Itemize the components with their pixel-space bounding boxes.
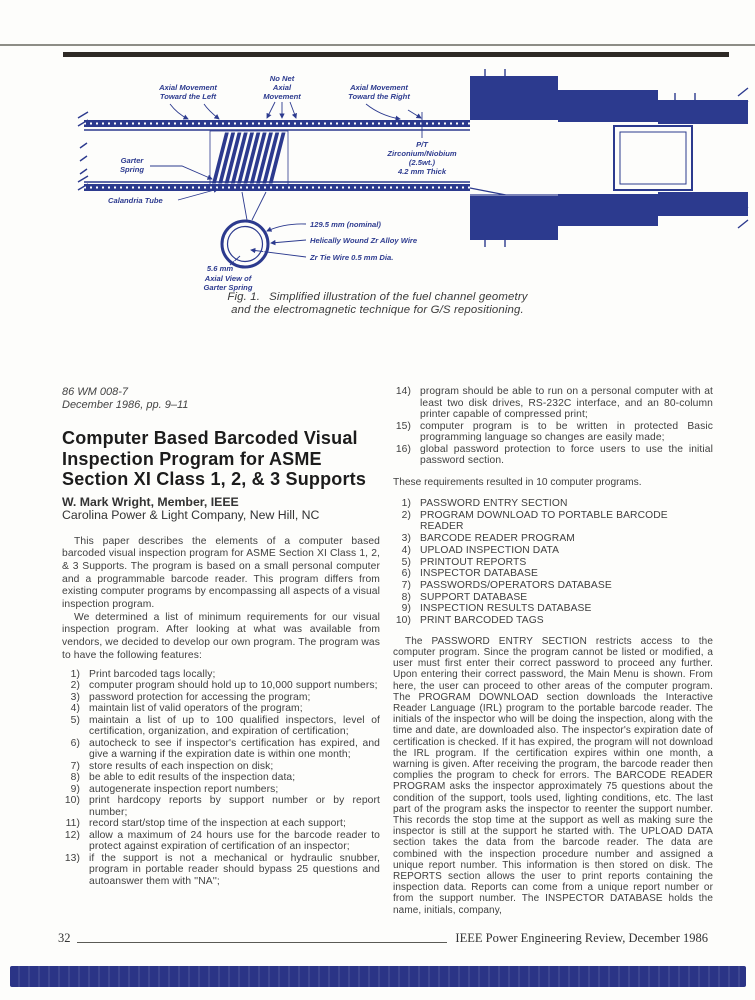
fuel-channel-diagram (70, 68, 750, 292)
bottom-black-bar (10, 966, 746, 987)
label-axial-right: Axial Movement (350, 83, 408, 92)
page-footer (58, 931, 708, 946)
svg-text:(2.5wt.): (2.5wt.) (408, 158, 436, 167)
figure-caption (0, 291, 755, 317)
abstract-paragraphs (62, 536, 380, 663)
list-item: INSPECTION RESULTS DATABASE (420, 603, 592, 615)
label-no-net: No Net (269, 74, 295, 83)
paper-id-block (62, 386, 380, 412)
features-list-1-13 (62, 669, 380, 888)
svg-text:Toward the Left: Toward the Left (159, 92, 217, 101)
author-affiliation: Carolina Power & Light Company, New Hill, NC (62, 508, 320, 522)
list-item: Print barcoded tags locally; (89, 668, 216, 680)
paper-date: December 1986, pp. 9–11 (62, 399, 189, 411)
list-item: be able to edit results of the inspection data; (89, 772, 296, 784)
list-item: global password protection to force users to use the initial password section. (420, 443, 713, 466)
label-small-dim: 5.6 mm (206, 264, 234, 273)
features-list-14-16 (393, 386, 713, 467)
list-item: autogenerate inspection report numbers; (89, 783, 279, 795)
byline (62, 496, 380, 523)
svg-text:Spring: Spring (119, 165, 145, 174)
list-item: PROGRAM DOWNLOAD TO PORTABLE BARCODE READER (420, 509, 668, 533)
paragraph-2: We determined a list of minimum requirements for our visual inspection program. After looking at what was available from vendors, we decided to develop our own program. The program was to have the following features: (62, 611, 380, 661)
main-body-text (393, 636, 713, 916)
list-item: SUPPORT DATABASE (420, 591, 528, 603)
figure-number: Fig. 1. (227, 291, 261, 303)
programs-list (393, 498, 713, 627)
label-pressure-tube: P/T (416, 140, 428, 149)
article-columns (62, 386, 713, 916)
requirements-intro: These requirements resulted in 10 computer programs. (393, 476, 642, 488)
paper-title: Computer Based Barcoded Visual Inspection Program for ASME Section XI Class 1, 2, & 3 Supports (62, 428, 367, 489)
svg-text:Garter Spring: Garter Spring (203, 283, 253, 292)
list-item: record start/stop time of the inspection at each support; (89, 818, 346, 830)
list-item: INSPECTOR DATABASE (420, 568, 538, 580)
list-item: program should be able to run on a personal computer with at least two disk drives, RS-232C interface, and an 80-column printer capable of compressed print; (420, 386, 713, 420)
list-item: print hardcopy reports by support number or by report number; (89, 795, 380, 818)
left-column (62, 386, 380, 916)
list-item: allow a maximum of 24 hours use for the barcode reader to protect against expiration of certification of an inspector; (89, 829, 380, 853)
list-item: computer program is to be written in protected Basic programming language so changes are easily made; (420, 420, 713, 443)
list-item: computer program should hold up to 10,000 support numbers; (89, 680, 378, 692)
list-item: PRINT BARCODED TAGS (420, 615, 544, 627)
svg-text:Toward the Right: Toward the Right (348, 92, 410, 101)
label-helical-wire: Helically Wound Zr Alloy Wire (310, 236, 418, 245)
list-item: store results of each inspection on disk; (89, 760, 274, 772)
list-item: BARCODE READER PROGRAM (420, 533, 575, 545)
list-item: maintain list of valid operators of the program; (89, 703, 303, 715)
list-item: PRINTOUT REPORTS (420, 556, 527, 568)
garter-spring-axial-view (222, 221, 268, 267)
list-item: PASSWORDS/OPERATORS DATABASE (420, 579, 612, 591)
list-item: autocheck to see if inspector's certification has expired, and give a warning if the expiration date is within one month; (89, 737, 380, 761)
figure-caption-line2: and the electromagnetic technique for G/S repositioning. (231, 304, 524, 316)
svg-text:Axial: Axial (272, 83, 292, 92)
footer-rule (77, 942, 448, 943)
list-item: maintain a list of up to 100 qualified inspectors, level of certification, organization, and expiration of certification; (89, 714, 380, 738)
svg-text:Movement: Movement (263, 92, 301, 101)
label-axial-left: Axial Movement (159, 83, 217, 92)
top-black-bar (63, 52, 729, 57)
figure-1 (70, 68, 750, 292)
top-thin-rule (0, 44, 755, 46)
figure-caption-line1: Simplified illustration of the fuel channel geometry (269, 291, 528, 303)
author-name: W. Mark Wright, Member, IEEE (62, 494, 239, 509)
list-item: if the support is not a mechanical or hydraulic snubber, program in portable reader should bypass 25 questions and autoanswer them with ''NA''; (89, 852, 380, 887)
label-calandria-tube: Calandria Tube (108, 196, 163, 205)
label-tie-wire: Zr Tie Wire 0.5 mm Dia. (310, 253, 394, 262)
label-garter-spring: Garter (120, 156, 144, 165)
end-fitting (470, 69, 748, 247)
paragraph-1: This paper describes the elements of a computer based barcoded visual inspection program for ASME Section XI Class 1, 2, & 3 Supports. The program is based on a small personal computer and a programmable barcode reader. This program differs from existing computer programs by encompassing all aspects of a visual inspection program. (62, 535, 380, 611)
journal-name: IEEE Power Engineering Review, December 1986 (455, 931, 708, 945)
right-column (393, 386, 713, 916)
paper-number: 86 WM 008-7 (62, 386, 129, 398)
svg-text:4.2 mm Thick: 4.2 mm Thick (397, 167, 447, 176)
list-item: PASSWORD ENTRY SECTION (420, 498, 568, 509)
page-number: 32 (58, 931, 71, 945)
list-item: UPLOAD INSPECTION DATA (420, 544, 560, 556)
tube-walls (84, 120, 658, 195)
label-nominal-diameter: 129.5 mm (nominal) (310, 220, 381, 229)
body-paragraph: The PASSWORD ENTRY SECTION restricts access to the computer program. Since the program cannot be listed or modified, a user must first enter their correct password to proceed any further. Upon entering their correct password, the Main Menu is shown. From here, the user can proceed to other areas of the computer program. The PROGRAM DOWNLOAD section downloads the Interactive Reader Language (IRL) program to the portable barcode reader. The initials of the inspector who will be doing the inspection, along with the time and date, are downloaded also. The inspector's expiration date of certification is checked. If it has expired, the program will not download the IRL program. If the certification expires within one month, a warning is given. After receiving the program, the barcode reader then complies the program to check for errors. The BARCODE READER PROGRAM asks the inspector approximately 75 questions about the condition of the support, tools used, lighting conditions, etc. The last part of the program asks the inspector to reenter the support number. This records the stop time at the support as well as making sure the inspector is still at the support he started with. The UPLOAD DATA section takes the data from the barcode reader. The data are combined with the inspection procedure number and assigned a unique report number. This information is then stored on disk. The REPORTS section allows the user to print reports containing the inspection data. Reports can come from a unique report number or from the support number. The INSPECTOR DATABASE holds the name, initials, company, (393, 635, 713, 916)
svg-text:Zirconium/Niobium: Zirconium/Niobium (387, 149, 457, 158)
list-item: password protection for accessing the program; (89, 691, 311, 703)
label-axial-view: Axial View of (204, 274, 252, 283)
garter-spring-coils (210, 131, 288, 185)
